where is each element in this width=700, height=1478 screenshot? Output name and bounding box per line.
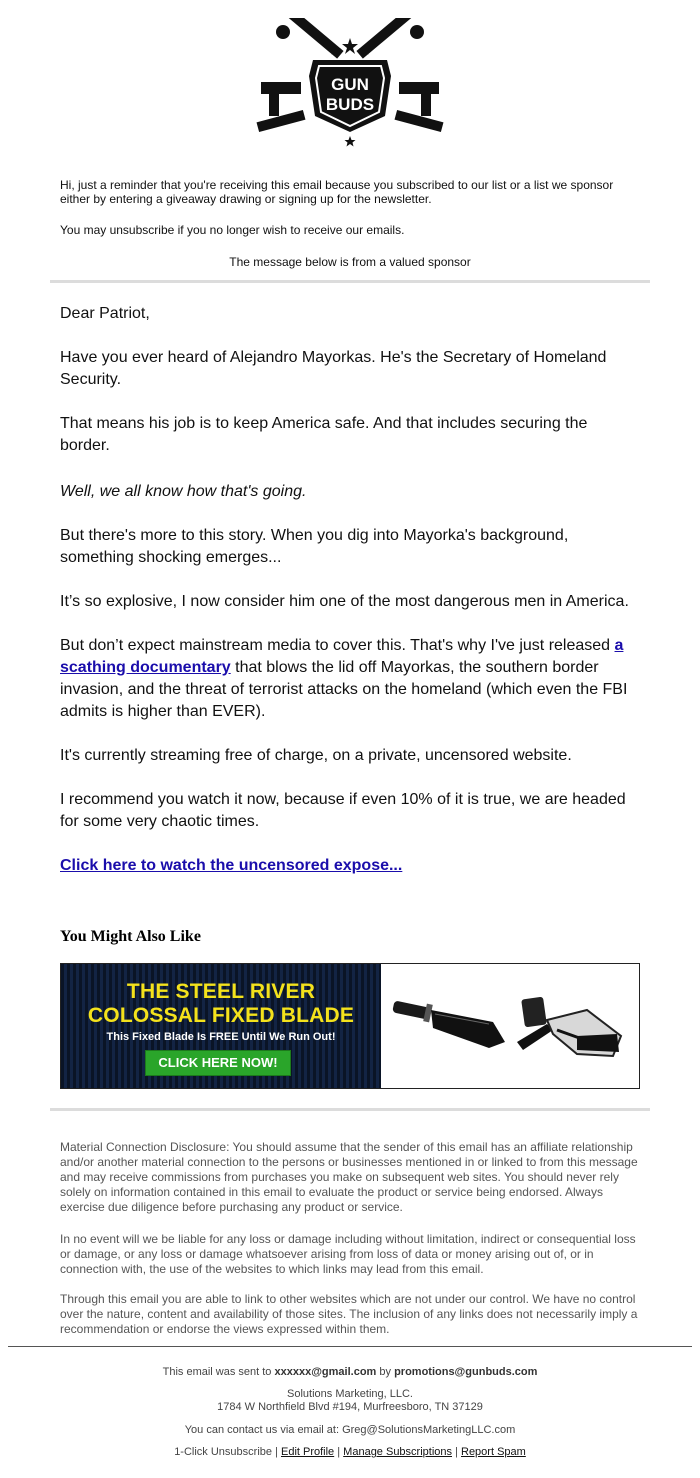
- svg-text:BUDS: BUDS: [325, 95, 375, 114]
- banner-title-line1: THE STEEL RIVER: [126, 980, 316, 1003]
- sender-email: promotions@gunbuds.com: [394, 1366, 538, 1378]
- gun-buds-logo-icon: [255, 18, 445, 150]
- unsubscribe-note: You may unsubscribe if you no longer wish to receive our emails.: [60, 223, 405, 237]
- separator: |: [452, 1446, 461, 1458]
- paragraph-text: But there's more to this story. When you dig into Mayorka's background, something shocking emerges...: [60, 527, 569, 566]
- manage-subscriptions-link[interactable]: Manage Subscriptions: [343, 1446, 453, 1458]
- paragraph: [60, 347, 640, 391]
- separator: |: [272, 1446, 281, 1458]
- paragraph-text: Have you ever heard of Alejandro Mayorkas. He's the Secretary of Homeland Security.: [60, 349, 607, 388]
- sponsor-note: The message below is from a valued sponsor: [229, 255, 471, 269]
- external-links-disclaimer: Through this email you are able to link to other websites which are not under our control. We have no control over the nature, content and availability of those sites. The inclusion of any links does not necessarily imply a recommendation or endorse the views expressed within them.: [60, 1292, 638, 1336]
- paragraph: [60, 481, 640, 503]
- company-address: [0, 1388, 700, 1414]
- mailing-address: 1784 W Northfield Blvd #194, Murfreesboro, TN 37129: [217, 1401, 483, 1413]
- paragraph: [60, 635, 640, 723]
- footer-divider: [8, 1346, 692, 1347]
- paragraph: [60, 745, 640, 767]
- paragraph: [60, 789, 640, 833]
- knife-ad-banner[interactable]: [60, 963, 640, 1089]
- sent-prefix: This email was sent to: [162, 1366, 275, 1378]
- divider: [50, 280, 650, 283]
- liability-disclaimer: In no event will we be liable for any loss or damage including without limitation, indirect or consequential loss or damage, or any loss or damage whatsoever arising from loss of data or money arising out of, or in connection with, the use of the websites to which links may lead from this email.: [60, 1232, 636, 1276]
- paragraph-text: that blows the lid off Mayorkas, the southern border invasion, and the threat of terrorist attacks on the homeland (which even the FBI admits is higher than EVER).: [60, 659, 628, 720]
- greeting-text: Dear Patriot,: [60, 305, 150, 322]
- watch-expose-link[interactable]: Click here to watch the uncensored expose...: [60, 857, 403, 874]
- paragraph: [60, 525, 640, 569]
- knife-image: [381, 964, 639, 1088]
- report-spam-link[interactable]: Report Spam: [461, 1446, 526, 1458]
- paragraph-text: It's currently streaming free of charge, on a private, uncensored website.: [60, 747, 572, 764]
- banner-subtitle: This Fixed Blade Is FREE Until We Run Out!: [106, 1031, 336, 1043]
- banner-text-panel: [61, 964, 381, 1088]
- paragraph: [60, 591, 640, 613]
- recipient-email: xxxxxx@gmail.com: [274, 1366, 377, 1378]
- paragraph-text: But don’t expect mainstream media to cover this. That's why I've just released: [60, 637, 615, 654]
- company-name: Solutions Marketing, LLC.: [287, 1388, 413, 1400]
- paragraph-text: I recommend you watch it now, because if even 10% of it is true, we are headed for some very chaotic times.: [60, 791, 626, 830]
- sent-to-line: [0, 1366, 700, 1379]
- footer-links: [0, 1446, 700, 1459]
- click-here-now-button[interactable]: CLICK HERE NOW!: [145, 1050, 291, 1076]
- documentary-link[interactable]: a scathing documentary: [60, 637, 624, 676]
- subscription-reminder: Hi, just a reminder that you're receiving this email because you subscribed to our list or a list we sponsor either by entering a giveaway drawing or signing up for the newsletter.: [60, 178, 614, 206]
- gun-buds-logo: [0, 18, 700, 153]
- svg-text:GUN: GUN: [331, 75, 369, 94]
- you-might-also-like-heading: You Might Also Like: [60, 928, 201, 945]
- paragraph-text: Well, we all know how that's going.: [60, 483, 307, 500]
- paragraph-text: That means his job is to keep America safe. And that includes securing the border.: [60, 415, 588, 454]
- paragraph-with-link: [60, 635, 640, 723]
- sent-by: by: [376, 1366, 395, 1378]
- paragraph-text: It’s so explosive, I now consider him one of the most dangerous men in America.: [60, 593, 629, 610]
- divider: [50, 1108, 650, 1111]
- material-connection-disclosure: Material Connection Disclosure: You should assume that the sender of this email has an affiliate relationship and/or another material connection to the persons or businesses mentioned in or linked to from this message and may receive commissions from purchases you make on subsequent web sites. You should never rely solely on information contained in this email to evaluate the product or service being endorsed. Always exercise due diligence before purchasing any product or service.: [60, 1140, 638, 1214]
- greeting: [60, 303, 640, 325]
- contact-line: You can contact us via email at: Greg@SolutionsMarketingLLC.com: [184, 1424, 516, 1436]
- one-click-unsubscribe[interactable]: 1-Click Unsubscribe: [174, 1446, 272, 1458]
- knife-icon: [381, 964, 639, 1088]
- paragraph: [60, 413, 640, 457]
- cta: [60, 855, 640, 877]
- separator: |: [334, 1446, 344, 1458]
- edit-profile-link[interactable]: Edit Profile: [280, 1446, 335, 1458]
- banner-title-line2: COLOSSAL FIXED BLADE: [87, 1004, 355, 1027]
